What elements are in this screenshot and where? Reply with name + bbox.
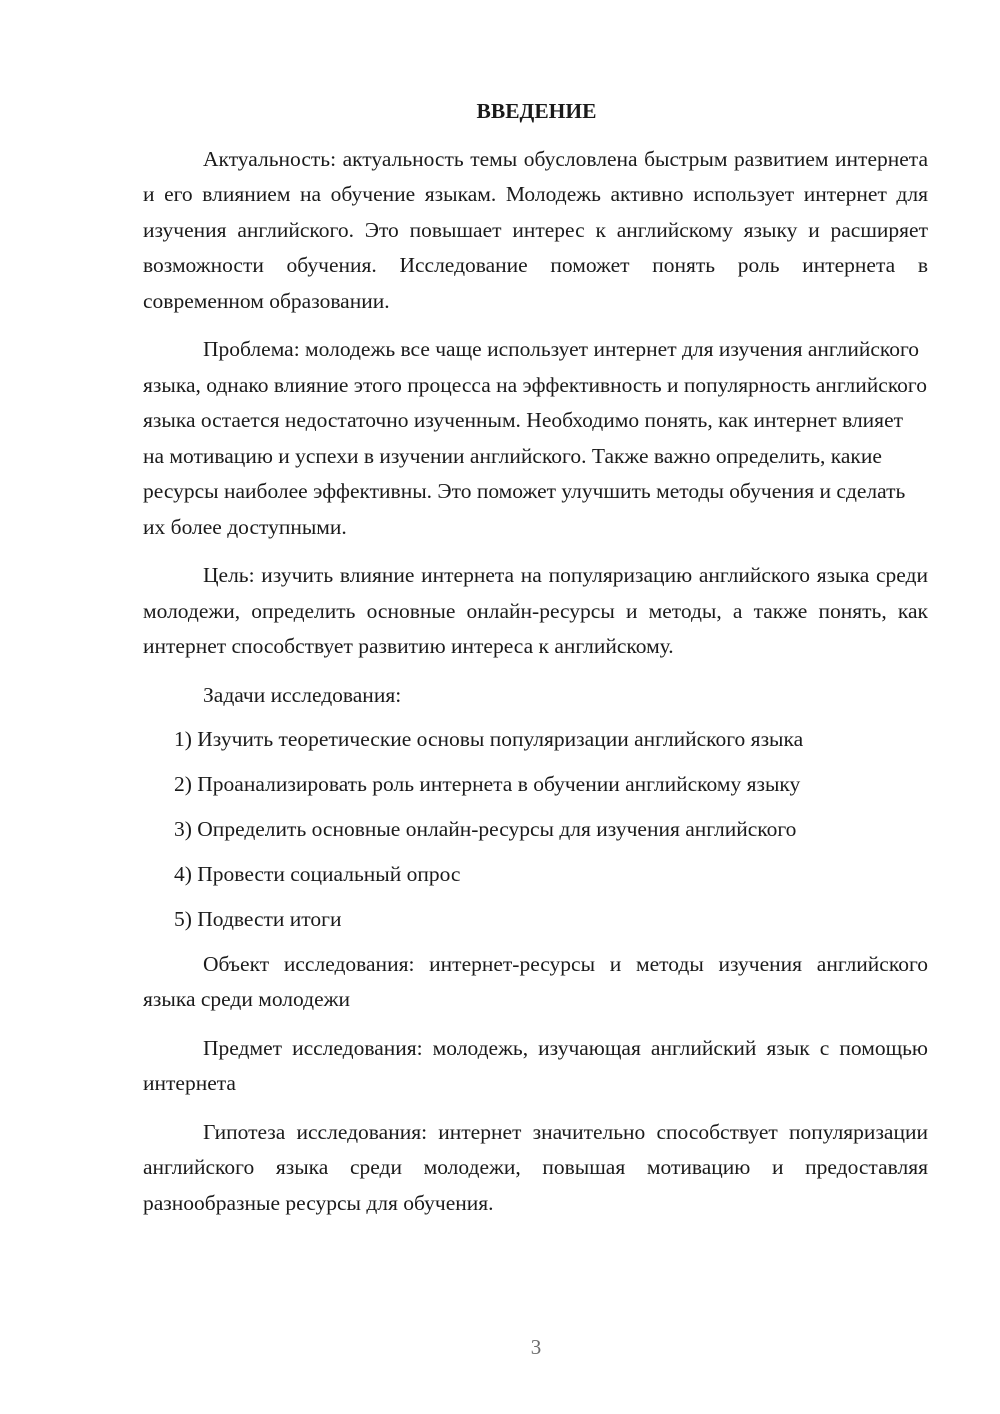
problem-paragraph: Проблема: молодежь все чаще использует интернет для изучения английского языка, однако влияние этого процесса на эффективность и популярность английского языка остается недостаточно изученным. Необходимо понять, как интернет влияет на мотивацию и успехи в изучении английского. Также важно определить, какие ресурсы наиболее эффективны. Это поможет улучшить методы обучения и сделать их более доступными. [143, 337, 927, 539]
goal-paragraph: Цель: изучить влияние интернета на популяризацию английского языка среди молодежи, определить основные онлайн-ресурсы и методы, а также понять, как интернет способствует развитию интереса к английскому. [143, 563, 928, 658]
list-item: 1) Изучить теоретические основы популяризации английского языка [174, 727, 804, 751]
hypothesis-paragraph: Гипотеза исследования: интернет значительно способствует популяризации английского языка среди молодежи, повышая мотивацию и предоставляя разнообразные ресурсы для обучения. [143, 1119, 928, 1215]
subject-paragraph: Предмет исследования: молодежь, изучающая английский язык с помощью интернета [143, 1035, 928, 1095]
page-title: ВВЕДЕНИЕ [476, 99, 597, 123]
tasks-list [143, 722, 928, 938]
relevance-paragraph: Актуальность: актуальность темы обусловлена быстрым развитием интернета и его влиянием на обучение языкам. Молодежь активно использует интернет для изучения английского. Это повышает интерес к английскому языку и расширяет возможности обучения. Исследование поможет понять роль интернета в современном образовании. [143, 146, 928, 313]
list-item: 2) Проанализировать роль интернета в обучении английскому языку [174, 772, 801, 796]
list-item: 4) Провести социальный опрос [174, 862, 461, 886]
page-number: 3 [530, 1335, 542, 1359]
list-item: 3) Определить основные онлайн-ресурсы для изучения английского [174, 817, 797, 841]
page-content [143, 94, 928, 1234]
list-item: 5) Подвести итоги [174, 907, 342, 931]
tasks-heading: Задачи исследования: [203, 682, 402, 707]
object-paragraph: Объект исследования: интернет-ресурсы и методы изучения английского языка среди молодежи [143, 951, 928, 1011]
